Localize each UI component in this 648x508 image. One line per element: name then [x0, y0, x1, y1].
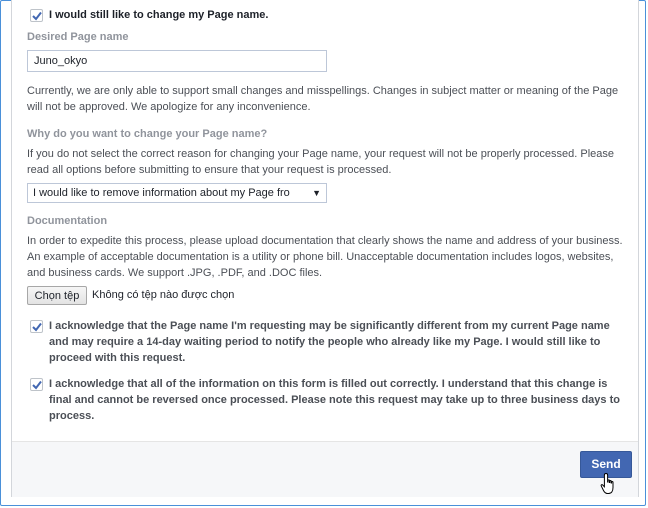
policy-text: Currently, we are only able to support small changes and misspellings. Changes in subject matter or meaning of the Page will not be approved. We apologize for any inconvenience. — [27, 85, 619, 113]
no-file-chosen-text: Không có tệp nào được chọn — [92, 289, 235, 301]
reason-label: Why do you want to change your Page name? — [27, 128, 268, 140]
acknowledge-name-checkbox[interactable] — [30, 320, 43, 333]
acknowledge-name-label: I acknowledge that the Page name I'm requesting may be significantly different from my current Page name and may require a 14-day waiting period to notify the people who already like my Page. I would still like to proceed with this request. — [49, 320, 610, 364]
hand-cursor-icon — [600, 472, 618, 496]
acknowledge-info-checkbox[interactable] — [30, 378, 43, 391]
desired-name-label: Desired Page name — [27, 31, 129, 43]
acknowledge-info-label: I acknowledge that all of the information on this form is filled out correctly. I understand that this change is final and cannot be reversed once processed. Please note this request may take up to three business days to process. — [49, 378, 620, 422]
reason-help-text: If you do not select the correct reason for changing your Page name, your request will not be properly processed. Please read all options before submitting to ensure that your request is processed. — [27, 148, 614, 176]
desired-name-input[interactable]: Juno_okyo — [27, 50, 327, 72]
checkmark-icon — [32, 11, 42, 21]
reason-select[interactable] — [27, 183, 327, 203]
change-name-checkbox[interactable] — [30, 9, 43, 22]
send-button[interactable]: Send — [580, 451, 632, 478]
checkmark-icon — [32, 380, 42, 390]
documentation-help-text: In order to expedite this process, please upload documentation that clearly shows the name and address of your business. An example of acceptable documentation is a utility or phone bill. Unacceptable documentation includes logos, websites, and business cards. We support .JPG, .PDF, and .DOC files. — [27, 235, 623, 279]
form-footer — [12, 441, 638, 497]
reason-select-value: I would like to remove information about my Page fro — [33, 187, 290, 199]
change-name-checkbox-label: I would still like to change my Page name. — [49, 9, 269, 21]
checkmark-icon — [32, 322, 42, 332]
dropdown-arrow-icon: ▼ — [312, 188, 321, 198]
choose-file-button[interactable]: Chọn tệp — [27, 286, 87, 305]
documentation-label: Documentation — [27, 215, 108, 227]
form-panel — [11, 0, 639, 497]
